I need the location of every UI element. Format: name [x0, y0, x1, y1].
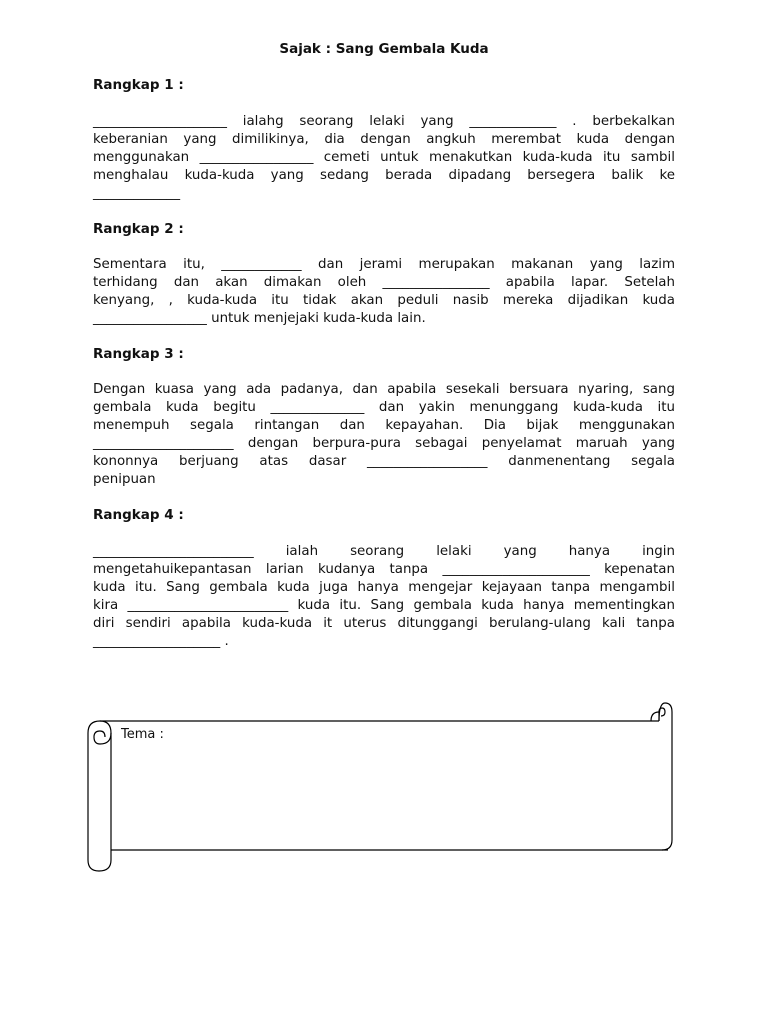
stanza-line: kenyang, , kuda-kuda itu tidak akan peduli nasib mereka dijadikan kuda — [93, 293, 675, 308]
stanza-line: penipuan — [93, 472, 156, 487]
stanza-line: menempuh segala rintangan dan kepayahan. Dia bijak menggunakan — [93, 418, 675, 433]
stanza-line: ________________________ ialah seorang lelaki yang hanya ingin — [93, 544, 675, 559]
stanza-line: Dengan kuasa yang ada padanya, dan apabila sesekali bersuara nyaring, sang — [93, 382, 675, 397]
stanza-line: gembala kuda begitu ______________ dan yakin menunggang kuda-kuda itu — [93, 400, 675, 415]
stanza-3-heading: Rangkap 3 : — [93, 346, 184, 362]
stanza-1-heading: Rangkap 1 : — [93, 77, 184, 93]
stanza-line: Sementara itu, ____________ dan jerami merupakan makanan yang lazim — [93, 257, 675, 272]
stanza-line: _____________ — [93, 186, 181, 201]
stanza-line: ___________________ . — [93, 634, 229, 649]
stanza-line: kuda itu. Sang gembala kuda juga hanya mengejar kejayaan tanpa mengambil — [93, 580, 675, 595]
stanza-line: menghalau kuda-kuda yang sedang berada dipadang bersegera balik ke — [93, 168, 675, 183]
stanza-line: diri sendiri apabila kuda-kuda it uterus ditunggangi berulang-ulang kali tanpa — [93, 616, 675, 631]
stanza-line: ____________________ ialahg seorang lelaki yang _____________ . berbekalkan — [93, 114, 675, 129]
stanza-line: kira ________________________ kuda itu. Sang gembala kuda hanya mementingkan — [93, 598, 675, 613]
stanza-4-heading: Rangkap 4 : — [93, 507, 184, 523]
stanza-line: mengetahuikepantasan larian kudanya tanpa ______________________ kepenatan — [93, 562, 675, 577]
page-title: Sajak : Sang Gembala Kuda — [279, 41, 489, 57]
stanza-line: keberanian yang dimilikinya, dia dengan angkuh merembat kuda dengan — [93, 132, 675, 147]
stanza-2-heading: Rangkap 2 : — [93, 221, 184, 237]
stanza-line: _____________________ dengan berpura-pura sebagai penyelamat maruah yang — [93, 436, 675, 451]
tema-label: Tema : — [121, 727, 164, 742]
stanza-line: menggunakan _________________ cemeti untuk menakutkan kuda-kuda itu sambil — [93, 150, 675, 165]
stanza-line: terhidang dan akan dimakan oleh ________________ apabila lapar. Setelah — [93, 275, 675, 290]
stanza-line: _________________ untuk menjejaki kuda-kuda lain. — [93, 311, 426, 326]
stanza-line: kononnya berjuang atas dasar __________________ danmenentang segala — [93, 454, 675, 469]
